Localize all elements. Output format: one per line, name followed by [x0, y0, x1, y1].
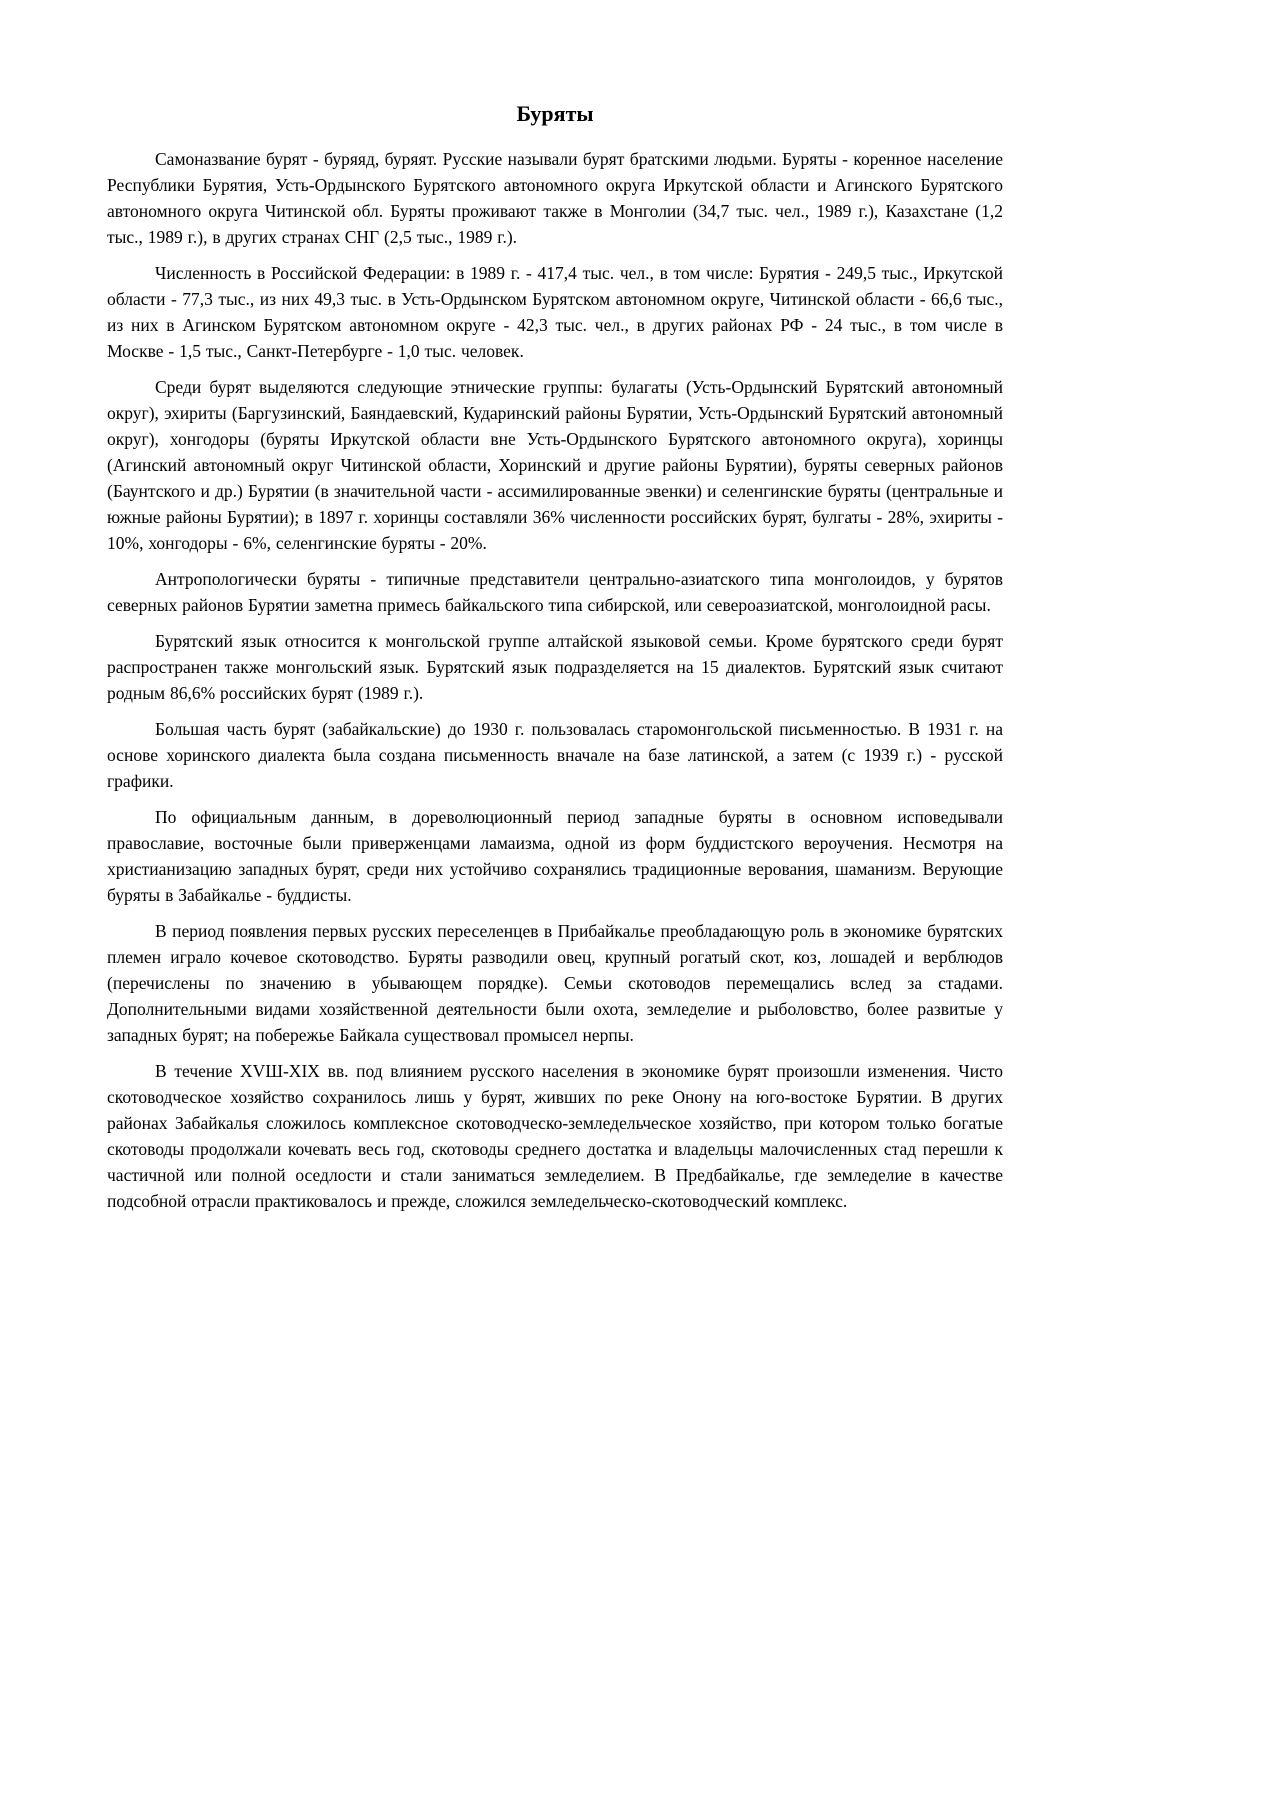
page-title: Буряты [516, 101, 594, 126]
paragraph: Бурятский язык относится к монгольской группе алтайской языковой семьи. Кроме бурятского среди бурят распространен также монгольский язык. Бурятский язык подразделяется на 15 диалектов. Бурятский язык считают родным 86,6% российских бурят (1989 г.). [107, 631, 1003, 703]
paragraph: По официальным данным, в дореволюционный период западные буряты в основном исповедывали православие, восточные были приверженцами ламаизма, одной из форм буддистского вероучения. Несмотря на христианизацию западных бурят, среди них устойчиво сохранялись традиционные верования, шаманизм. Верующие буряты в Забайкалье - буддисты. [107, 807, 1003, 905]
paragraph: В течение XVШ-XIX вв. под влиянием русского населения в экономике бурят произошли изменения. Чисто скотоводческое хозяйство сохранилось лишь у бурят, живших по реке Онону на юго-востоке Бурятии. В других районах Забайкалья сложилось комплексное скотоводческо-земледельческое хозяйство, при котором только богатые скотоводы продолжали кочевать весь год, скотоводы среднего достатка и владельцы малочисленных стад перешли к частичной или полной оседлости и стали заниматься земледелием. В Предбайкалье, где земледелие в качестве подсобной отрасли практиковалось и прежде, сложился земледельческо-скотоводческий комплекс. [107, 1061, 1003, 1211]
paragraph: Самоназвание бурят - буряяд, буряят. Русские называли бурят братскими людьми. Буряты - коренное население Республики Бурятия, Усть-Ордынского Бурятского автономного округа Иркутской области и Агинского Бурятского автономного округа Читинской обл. Буряты проживают также в Монголии (34,7 тыс. чел., 1989 г.), Казахстане (1,2 тыс., 1989 г.), в других странах СНГ (2,5 тыс., 1989 г.). [107, 149, 1003, 247]
paragraph: В период появления первых русских переселенцев в Прибайкалье преобладающую роль в экономике бурятских племен играло кочевое скотоводство. Буряты разводили овец, крупный рогатый скот, коз, лошадей и верблюдов (перечислены по значению в убывающем порядке). Семьи скотоводов перемещались вслед за стадами. Дополнительными видами хозяйственной деятельности были охота, земледелие и рыболовство, более развитые у западных бурят; на побережье Байкала существовал промысел нерпы. [107, 921, 1003, 1045]
paragraph: Численность в Российской Федерации: в 1989 г. - 417,4 тыс. чел., в том числе: Бурятия - 249,5 тыс., Иркутской области - 77,3 тыс., из них 49,3 тыс. в Усть-Ордынском Бурятском автономном округе, Читинской области - 66,6 тыс., из них в Агинском Бурятском автономном округе - 42,3 тыс. чел., в других районах РФ - 24 тыс., в том числе в Москве - 1,5 тыс., Санкт-Петербурге - 1,0 тыс. человек. [107, 263, 1003, 361]
body-text [107, 146, 1003, 1214]
paragraph: Большая часть бурят (забайкальские) до 1930 г. пользовалась старомонгольской письменностью. В 1931 г. на основе хоринского диалекта была создана письменность вначале на базе латинской, а затем (с 1939 г.) - русской графики. [107, 719, 1003, 791]
paragraph: Антропологически буряты - типичные представители центрально-азиатского типа монголоидов, у бурятов северных районов Бурятии заметна примесь байкальского типа сибирской, или североазиатской, монголоидной расы. [107, 569, 1003, 615]
paragraph: Среди бурят выделяются следующие этнические группы: булагаты (Усть-Ордынский Бурятский автономный округ), эхириты (Баргузинский, Баяндаевский, Кударинский районы Бурятии, Усть-Ордынский Бурятский автономный округ), хонгодоры (буряты Иркутской области вне Усть-Ордынского Бурятского автономного округа), хоринцы (Агинский автономный округ Читинской области, Хоринский и другие районы Бурятии), буряты северных районов (Баунтского и др.) Бурятии (в значительной части - ассимилированные эвенки) и селенгинские буряты (центральные и южные районы Бурятии); в 1897 г. хоринцы составляли 36% численности российских бурят, булгаты - 28%, эхириты - 10%, хонгодоры - 6%, селенгинские буряты - 20%. [107, 377, 1003, 553]
